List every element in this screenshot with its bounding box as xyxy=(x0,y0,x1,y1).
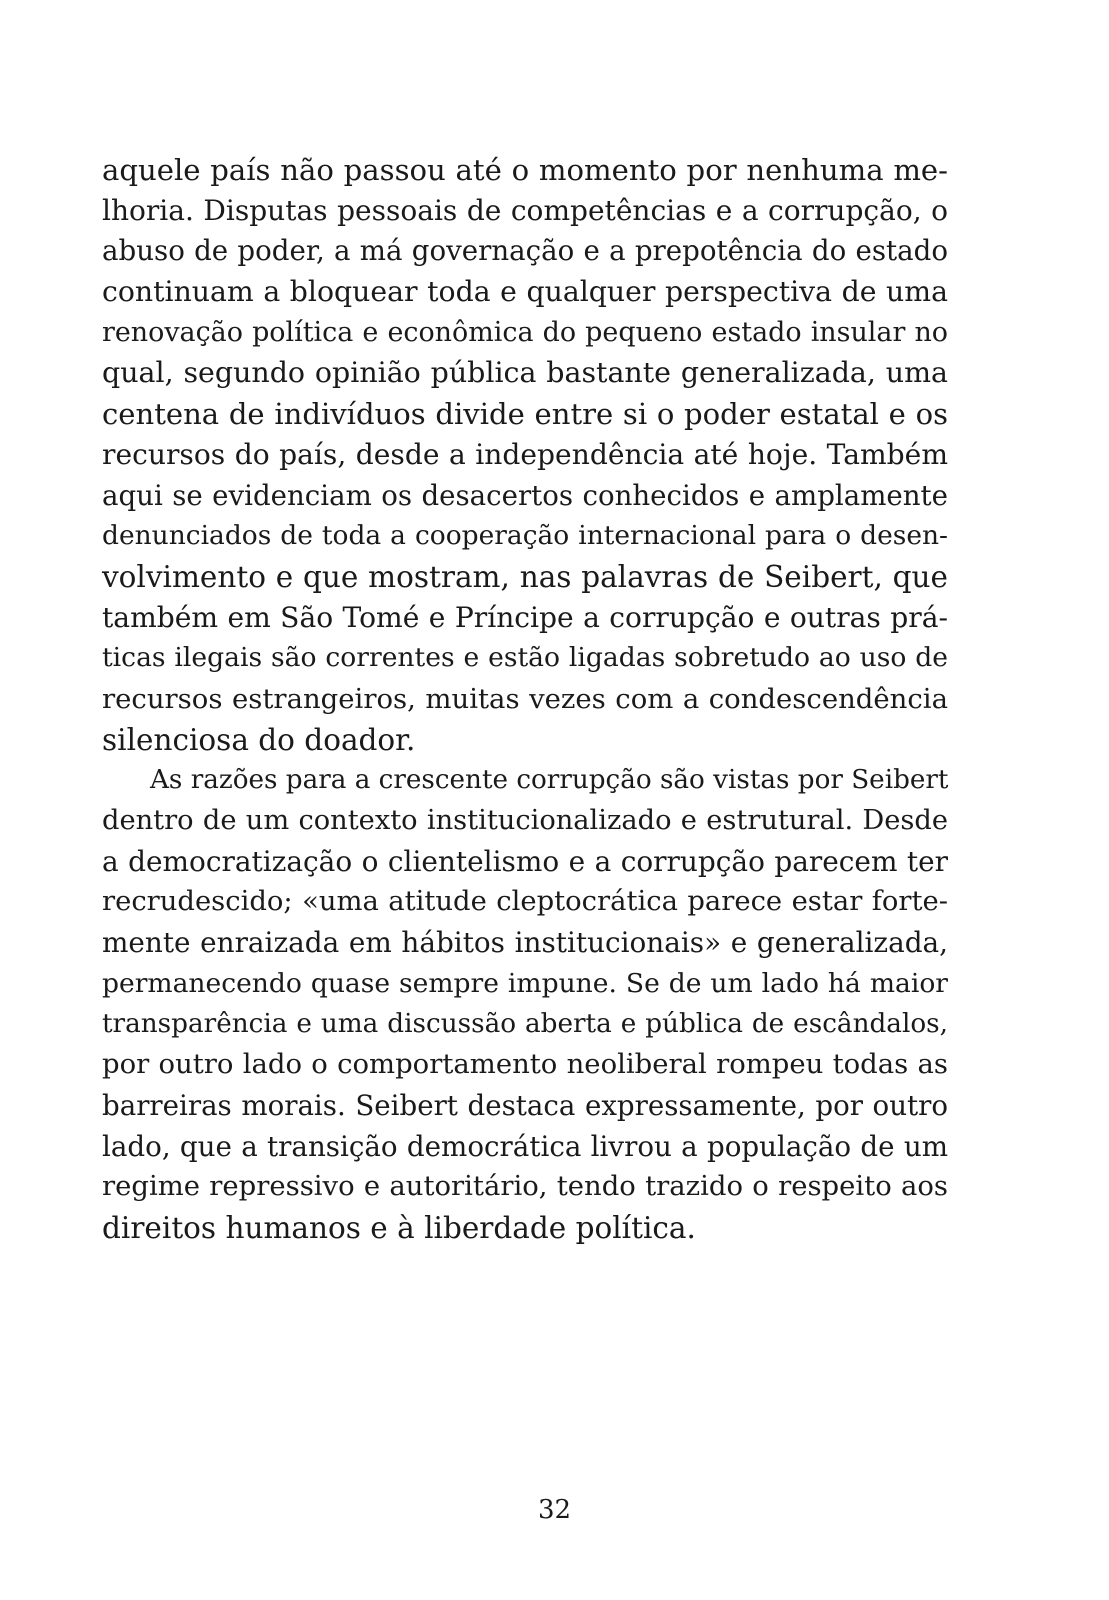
text-line: silenciosa do doador. xyxy=(102,722,416,757)
paragraph-1 xyxy=(102,150,948,760)
text-line: recursos estrangeiros, muitas vezes com a condescendência xyxy=(102,682,948,715)
text-line: recrudescido; «uma atitude cleptocrática parece estar forte- xyxy=(102,886,948,918)
page-number: 32 xyxy=(537,1495,572,1525)
text-line: lhoria. Disputas pessoais de competências e a corrupção, o xyxy=(102,193,948,227)
text-line: permanecendo quase sempre impune. Se de um lado há maior xyxy=(102,967,948,999)
text-line: continuam a bloquear toda e qualquer perspectiva de uma xyxy=(102,275,948,309)
text-line: abuso de poder, a má governação e a prepotência do estado xyxy=(102,234,948,268)
text-line: ticas ilegais são correntes e estão ligadas sobretudo ao uso de xyxy=(102,642,948,674)
text-line: regime repressivo e autoritário, tendo trazido o respeito aos xyxy=(102,1171,948,1203)
text-line: também em São Tomé e Príncipe a corrupção e outras prá- xyxy=(102,600,948,634)
text-line: qual, segundo opinião pública bastante generalizada, uma xyxy=(102,356,948,390)
text-line: renovação política e econômica do pequeno estado insular no xyxy=(102,316,948,348)
paragraph-2 xyxy=(102,760,948,1248)
text-line: a democratização o clientelismo e a corrupção parecem ter xyxy=(102,844,948,878)
body-text xyxy=(102,150,948,1249)
text-line: dentro de um contexto institucionalizado e estrutural. Desde xyxy=(102,805,948,836)
text-line: aquele país não passou até o momento por nenhuma me- xyxy=(102,153,948,187)
text-line: recursos do país, desde a independência até hoje. Também xyxy=(102,437,948,471)
text-line: por outro lado o comportamento neoliberal rompeu todas as xyxy=(102,1049,948,1081)
text-line: mente enraizada em hábitos institucionais» e generalizada, xyxy=(102,926,948,960)
text-line: transparência e uma discussão aberta e pública de escândalos, xyxy=(102,1009,948,1040)
text-line: centena de indivíduos divide entre si o poder estatal e os xyxy=(102,397,948,432)
text-line: direitos humanos e à liberdade política. xyxy=(102,1210,696,1245)
text-line: volvimento e que mostram, nas palavras de Seibert, que xyxy=(102,559,948,594)
text-line: aqui se evidenciam os desacertos conhecidos e amplamente xyxy=(102,478,948,512)
text-line: barreiras morais. Seibert destaca expressamente, por outro xyxy=(102,1088,948,1122)
text-line: lado, que a transição democrática livrou a população de um xyxy=(102,1129,948,1163)
text-line: denunciados de toda a cooperação internacional para o desen- xyxy=(102,520,948,552)
text-line: As razões para a crescente corrupção são vistas por Seibert xyxy=(150,765,949,796)
